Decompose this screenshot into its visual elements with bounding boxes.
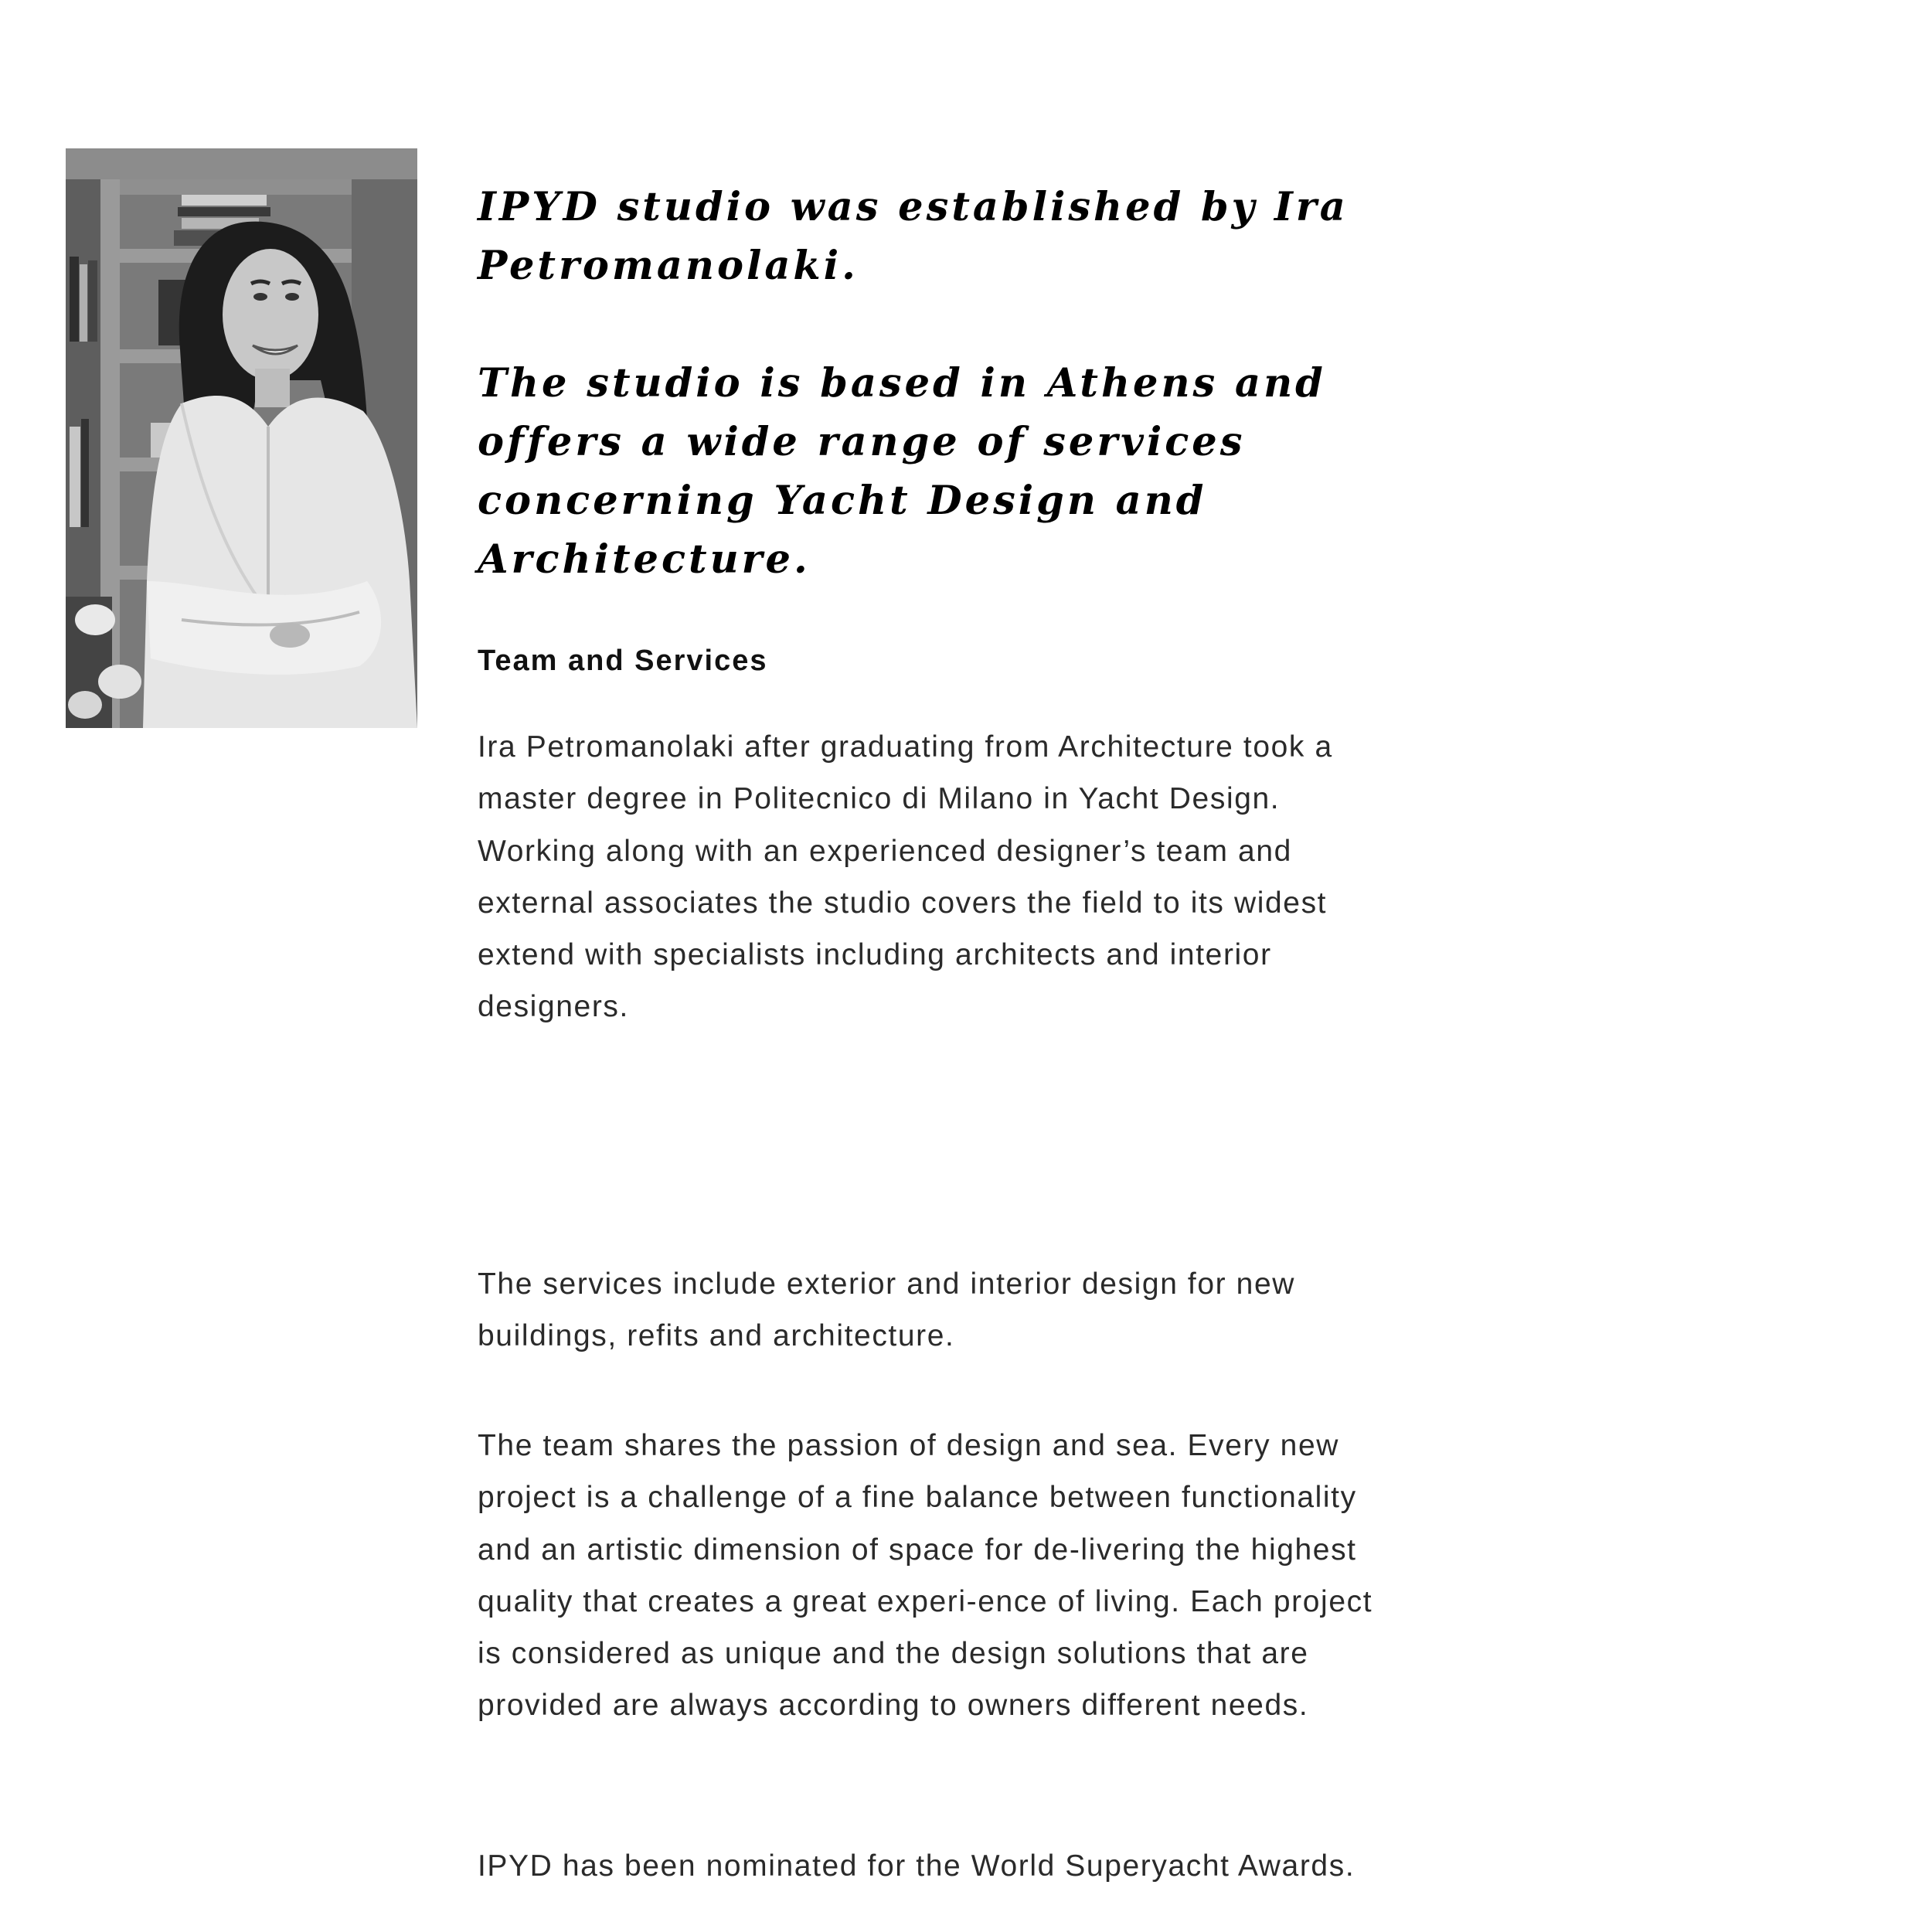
intro-established: IPYD studio was established by Ira Petromanolaki. bbox=[478, 184, 1349, 289]
paragraph-background: Ira Petromanolaki after graduating from Architecture took a master degree in Politecnico di Milano in Yacht Design. Working along with an experienced designer’s team and external associates the studio covers the field to its widest extend with specialists including architects and interior designers. bbox=[478, 730, 1333, 1024]
portrait-image bbox=[66, 148, 417, 728]
section-title-team-services: Team and Services bbox=[478, 645, 768, 677]
portrait-photo bbox=[66, 148, 417, 728]
about-content bbox=[478, 178, 1389, 1883]
paragraph-awards: IPYD has been nominated for the World Superyacht Awards. bbox=[478, 1849, 1355, 1883]
intro-services: The studio is based in Athens and offers a wide range of services concerning Yacht Design and Architecture. bbox=[478, 360, 1326, 583]
paragraph-services: The services include exterior and interior design for new buildings, refits and architecture. bbox=[478, 1267, 1296, 1353]
paragraph-team: The team shares the passion of design and sea. Every new project is a challenge of a fine balance between functionality and an artistic dimension of space for de-livering the highest quality that creates a great experi-ence of living. Each project is considered as unique and the design solutions that are provided are always according to owners different needs. bbox=[478, 1429, 1373, 1723]
